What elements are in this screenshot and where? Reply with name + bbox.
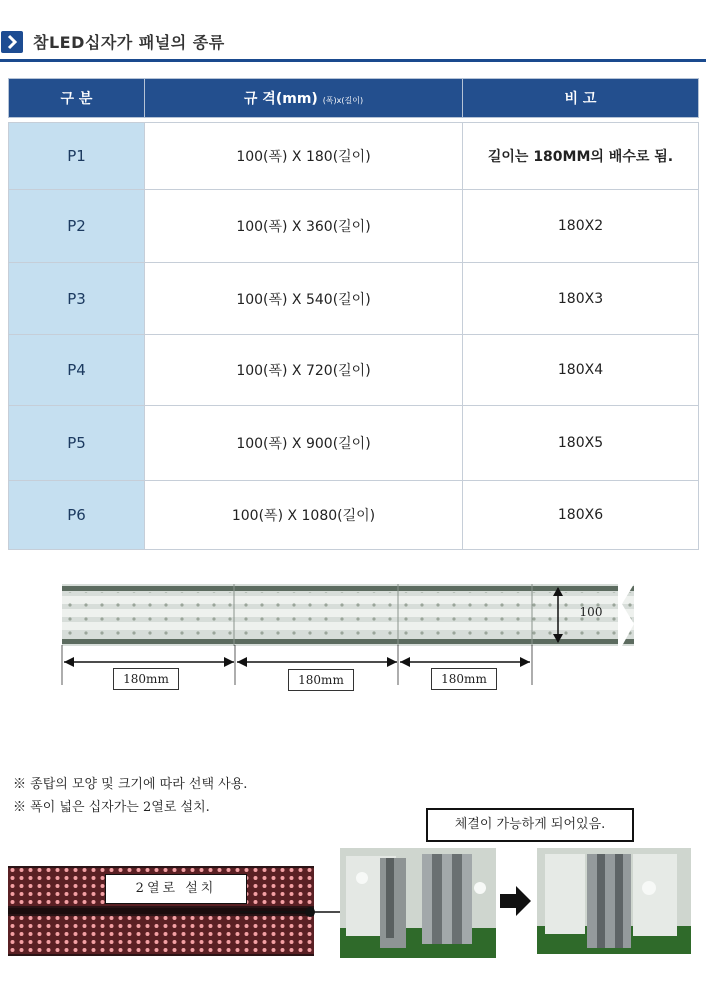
row-note: 길이는 180MM의 배수로 됨. bbox=[463, 123, 699, 190]
table-row bbox=[9, 263, 699, 335]
row-code: P2 bbox=[9, 190, 145, 263]
page-title: 참LED십자가 패널의 종류 bbox=[33, 33, 225, 52]
segment-label: 180mm bbox=[113, 668, 179, 690]
row-code: P1 bbox=[9, 123, 145, 190]
table-row bbox=[9, 123, 699, 190]
row-spec: 100(폭) X 1080(길이) bbox=[145, 481, 463, 550]
header-spec-label: 규 격(mm) bbox=[243, 91, 318, 107]
table-header-row bbox=[9, 79, 699, 118]
row-note: 180X4 bbox=[463, 335, 699, 406]
row-spec: 100(폭) X 360(길이) bbox=[145, 190, 463, 263]
note-line: ※ 폭이 넓은 십자가는 2열로 설치. bbox=[13, 800, 210, 815]
row-code: P4 bbox=[9, 335, 145, 406]
segment-label: 180mm bbox=[431, 668, 497, 690]
profile-photo-before bbox=[340, 848, 496, 958]
arrow-right-icon bbox=[500, 886, 532, 916]
header-divider bbox=[0, 59, 706, 62]
row-spec: 100(폭) X 180(길이) bbox=[145, 123, 463, 190]
table-row bbox=[9, 406, 699, 481]
table-row bbox=[9, 335, 699, 406]
row-note: 180X3 bbox=[463, 263, 699, 335]
row-code: P6 bbox=[9, 481, 145, 550]
connect-label: 체결이 가능하게 되어있음. bbox=[426, 808, 634, 842]
row-code: P3 bbox=[9, 263, 145, 335]
row-note: 180X5 bbox=[463, 406, 699, 481]
segment-label: 180mm bbox=[288, 669, 354, 691]
section-header bbox=[0, 26, 706, 62]
profile-photo-after bbox=[537, 848, 691, 954]
row-spec: 100(폭) X 900(길이) bbox=[145, 406, 463, 481]
table-row bbox=[9, 190, 699, 263]
header-spec-unit: (폭)x(길이) bbox=[322, 96, 364, 105]
note-line: ※ 종탑의 모양 및 크기에 따라 선택 사용. bbox=[13, 777, 248, 792]
width-dimension-label: 100 bbox=[579, 605, 603, 619]
install-label: 2열로 설치 bbox=[105, 874, 247, 904]
row-spec: 100(폭) X 720(길이) bbox=[145, 335, 463, 406]
table-row bbox=[9, 481, 699, 550]
row-code: P5 bbox=[9, 406, 145, 481]
panel-spec-table bbox=[8, 78, 699, 550]
header-note: 비 고 bbox=[463, 79, 699, 118]
row-spec: 100(폭) X 540(길이) bbox=[145, 263, 463, 335]
chevron-right-icon bbox=[1, 31, 23, 53]
header-category: 구 분 bbox=[9, 79, 145, 118]
led-panel-image bbox=[62, 584, 634, 646]
row-note: 180X6 bbox=[463, 481, 699, 550]
row-note: 180X2 bbox=[463, 190, 699, 263]
header-spec bbox=[145, 79, 463, 118]
